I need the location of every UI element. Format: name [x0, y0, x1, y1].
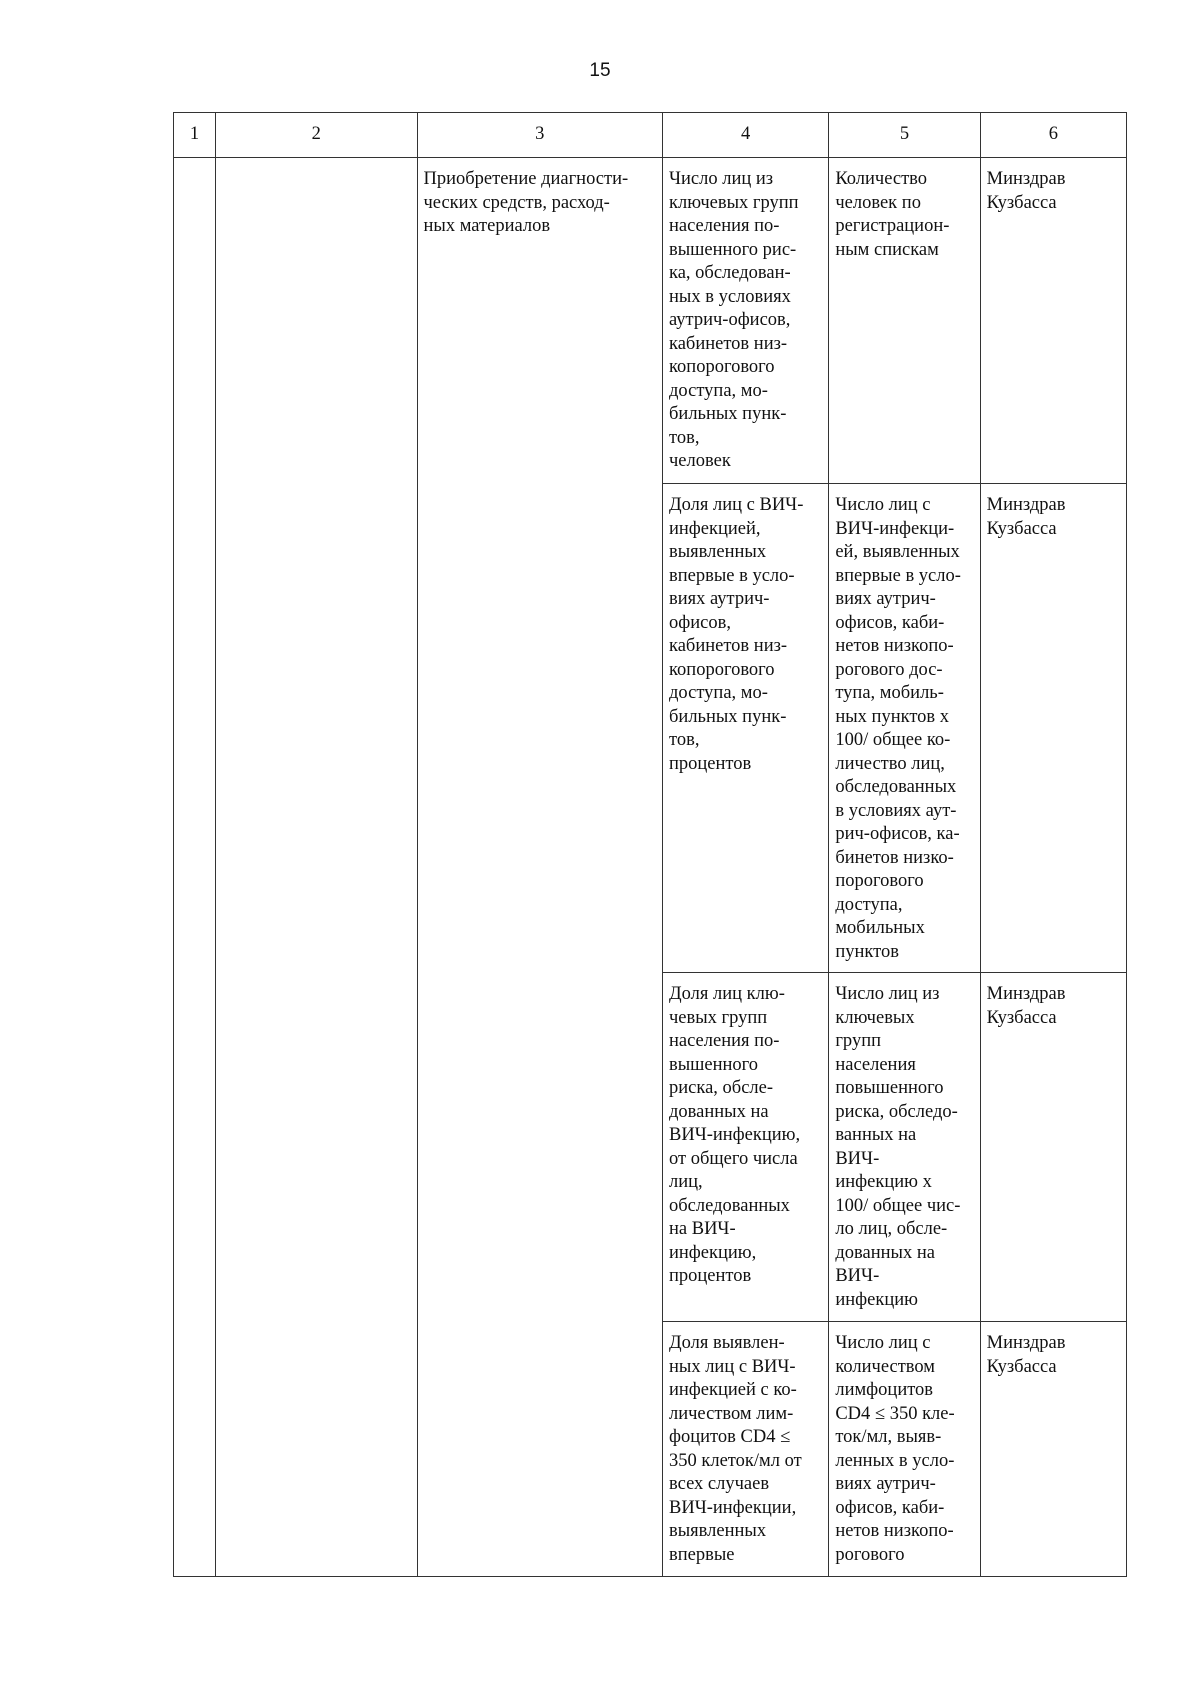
activity-cell — [417, 158, 663, 1577]
column-header-6: 6 — [980, 113, 1126, 158]
cell-col2-empty — [216, 158, 417, 1577]
cell-col1-empty — [174, 158, 216, 1577]
page-number: 15 — [589, 60, 611, 81]
method-cell — [829, 973, 980, 1322]
indicator-text: Доля лиц с ВИЧ- инфекцией, выявленных впервые в усло- виях аутрич- офисов, кабинетов низ- копорогового доступа, мо- бильных пунк- тов, процентов — [669, 495, 804, 774]
column-header-2: 2 — [216, 113, 417, 158]
method-cell — [829, 158, 980, 484]
indicators-table — [173, 112, 1127, 1577]
responsible-text: Минздрав Кузбасса — [986, 1333, 1066, 1377]
indicator-cell — [663, 1322, 829, 1577]
table-header-row — [174, 113, 1127, 158]
responsible-text: Минздрав Кузбасса — [986, 495, 1066, 539]
column-header-3: 3 — [417, 113, 663, 158]
column-header-5: 5 — [829, 113, 980, 158]
activity-text: Приобретение диагности- ческих средств, расход- ных материалов — [423, 169, 629, 236]
indicator-text: Число лиц из ключевых групп населения по- вышенного рис- ка, обследован- ных в условиях аутрич-офисов, кабинетов низ- копорогового доступа, мо- бильных пунк- тов, человек — [669, 169, 799, 471]
method-text: Число лиц с количеством лимфоцитов CD4 ≤ 350 кле- ток/мл, выяв- ленных в усло- виях аутрич- офисов, каби- нетов низкопо- рогового — [835, 1333, 955, 1565]
indicator-text: Доля лиц клю- чевых групп населения по- вышенного риска, обсле- дованных на ВИЧ-инфекцию, от общего числа лиц, обследованных на ВИЧ- инфекцию, процентов — [669, 984, 801, 1286]
table-row — [174, 158, 1127, 484]
responsible-cell — [980, 484, 1126, 973]
responsible-text: Минздрав Кузбасса — [986, 169, 1066, 213]
column-header-1: 1 — [174, 113, 216, 158]
indicator-cell — [663, 484, 829, 973]
responsible-cell — [980, 1322, 1126, 1577]
column-header-4: 4 — [663, 113, 829, 158]
method-text: Количество человек по регистрацион- ным спискам — [835, 169, 950, 260]
method-text: Число лиц с ВИЧ-инфекци- ей, выявленных впервые в усло- виях аутрич- офисов, каби- нетов низкопо- рогового дос- тупа, мобиль- ных пунктов x 100/ общее ко- личество лиц, обследованных в условиях аут- рич-офисов, ка- бинетов низко- порогового доступа, мобильных пунктов — [835, 495, 961, 962]
method-cell — [829, 1322, 980, 1577]
responsible-cell — [980, 158, 1126, 484]
indicator-text: Доля выявлен- ных лиц с ВИЧ- инфекцией с ко- личеством лим- фоцитов CD4 ≤ 350 клеток/мл от всех случаев ВИЧ-инфекции, выявленных впервые — [669, 1333, 802, 1565]
method-text: Число лиц из ключевых групп населения повышенного риска, обследо- ванных на ВИЧ- инфекцию x 100/ общее чис- ло лиц, обсле- дованных на ВИЧ- инфекцию — [835, 984, 961, 1310]
method-cell — [829, 484, 980, 973]
indicator-cell — [663, 973, 829, 1322]
responsible-cell — [980, 973, 1126, 1322]
responsible-text: Минздрав Кузбасса — [986, 984, 1066, 1028]
indicator-cell — [663, 158, 829, 484]
